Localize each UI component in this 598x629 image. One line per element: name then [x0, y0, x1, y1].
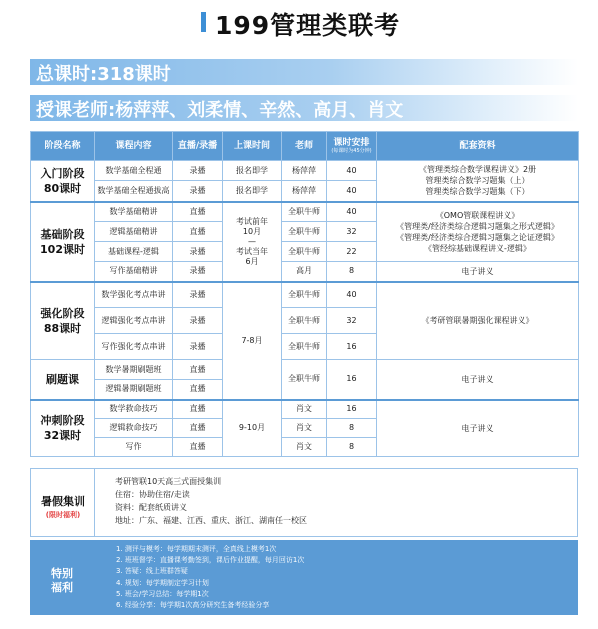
course-content: 数学强化考点串讲 [95, 282, 173, 308]
material-line: 《管理类/经济类综合逻辑习题集之论证逻辑》 [396, 232, 559, 242]
materials-strong: 《考研管联暑期强化课程讲义》 [377, 282, 579, 360]
course-hours: 8 [327, 262, 377, 282]
course-content: 逻辑基础精讲 [95, 222, 173, 242]
teachers-text: 授课老师:杨萍萍、刘柔情、辛然、高月、肖文 [36, 100, 404, 121]
header-hours-label: 课时安排 [333, 138, 370, 148]
materials-intro [377, 161, 579, 202]
course-teacher: 高月 [282, 262, 327, 282]
course-content: 数学基础全程通拔高 [95, 181, 173, 202]
time-line: 考试前年 [236, 216, 268, 226]
course-mode: 录播 [173, 262, 223, 282]
course-teacher: 肖文 [282, 400, 327, 419]
stage-intro [31, 161, 95, 202]
course-content: 写作基础精讲 [95, 262, 173, 282]
welfare-item: 3. 答疑：线上班群答疑 [116, 567, 188, 576]
course-mode: 直播 [173, 222, 223, 242]
course-hours: 8 [327, 438, 377, 457]
header-stage: 阶段名称 [31, 132, 95, 161]
table-row [31, 161, 579, 181]
page-header [0, 4, 598, 40]
welfare-item: 2. 班班督学：直播课考勤签到，课后作业提醒，每月回访1次 [116, 556, 305, 565]
summer-camp-title: 暑假集训 [41, 495, 85, 508]
course-mode: 直播 [173, 419, 223, 438]
course-content: 逻辑暑期刷题班 [95, 380, 173, 400]
course-content: 数学救命技巧 [95, 400, 173, 419]
stage-name: 冲刺阶段 [40, 414, 85, 428]
special-welfare-list [116, 544, 304, 611]
course-teacher: 杨萍萍 [282, 181, 327, 202]
course-content: 写作强化考点串讲 [95, 334, 173, 360]
material-line: 《管经综基础课程讲义-逻辑》 [424, 243, 531, 253]
course-teacher: 全职牛师 [282, 360, 327, 400]
course-content: 数学基础精讲 [95, 202, 173, 222]
course-time-sprint: 9-10月 [223, 400, 282, 457]
summer-line: 资料：配套纸质讲义 [115, 503, 187, 512]
stage-sprint [31, 400, 95, 457]
welfare-item: 6. 经验分享：每学期1次高分研究生备考经验分享 [116, 601, 270, 610]
header-hours-note: (每课时为45分钟) [331, 148, 372, 154]
summer-camp-label [31, 469, 95, 536]
course-mode: 录播 [173, 334, 223, 360]
table-row [31, 360, 579, 380]
course-mode: 录播 [173, 282, 223, 308]
table-row [31, 282, 579, 308]
material-line: 《管理类综合数学课程讲义》2册 [418, 165, 537, 175]
welfare-item: 1. 测评与模考：每学期期末测评，全真线上模考1次 [116, 545, 277, 553]
course-teacher: 全职牛师 [282, 202, 327, 222]
summer-camp-box [30, 468, 578, 537]
course-time-basic [223, 202, 282, 282]
header-hours [327, 132, 377, 161]
welfare-label-line: 特别 [51, 567, 73, 580]
course-hours: 16 [327, 360, 377, 400]
materials-basic [377, 202, 579, 262]
stage-hours: 80课时 [43, 181, 82, 195]
material-line: 管理类综合数学习题集（上） [425, 176, 530, 186]
materials-drill: 电子讲义 [377, 360, 579, 400]
summer-camp-note: (限时福利) [45, 511, 81, 519]
course-teacher: 肖文 [282, 419, 327, 438]
summer-line: 地址：广东、福建、江西、重庆、浙江、湖南任一校区 [115, 516, 307, 525]
course-time-strong: 7-8月 [223, 282, 282, 400]
stage-name: 基础阶段 [40, 227, 85, 241]
course-teacher: 全职牛师 [282, 334, 327, 360]
course-time: 报名即学 [223, 181, 282, 202]
header-teacher: 老师 [282, 132, 327, 161]
course-content: 逻辑救命技巧 [95, 419, 173, 438]
course-mode: 直播 [173, 360, 223, 380]
course-teacher: 杨萍萍 [282, 161, 327, 181]
course-mode: 直播 [173, 438, 223, 457]
time-line: — [248, 236, 256, 246]
table-header-row [31, 132, 579, 161]
course-hours: 32 [327, 222, 377, 242]
materials-sprint: 电子讲义 [377, 400, 579, 457]
course-teacher: 全职牛师 [282, 282, 327, 308]
course-hours: 22 [327, 242, 377, 262]
total-hours-text: 总课时:318课时 [36, 64, 171, 85]
time-line: 10月 [242, 226, 262, 236]
course-hours: 40 [327, 181, 377, 202]
material-line: 《OMO管联课程讲义》 [435, 210, 520, 220]
bottom-section [30, 468, 578, 618]
course-time: 报名即学 [223, 161, 282, 181]
course-mode: 直播 [173, 400, 223, 419]
material-line: 管理类综合数学习题集（下） [425, 187, 530, 197]
stage-hours: 88课时 [43, 321, 82, 335]
course-content: 逻辑强化考点串讲 [95, 308, 173, 334]
course-mode: 直播 [173, 380, 223, 400]
course-mode: 录播 [173, 161, 223, 181]
title-accent-bar [201, 12, 206, 32]
table-row [31, 262, 579, 282]
course-content: 基础课程-逻辑 [95, 242, 173, 262]
stage-strong [31, 282, 95, 360]
course-teacher: 全职牛师 [282, 242, 327, 262]
time-line: 6月 [245, 256, 259, 266]
summer-camp-details [115, 475, 307, 527]
course-content: 数学暑期刷题班 [95, 360, 173, 380]
stage-basic [31, 202, 95, 282]
special-welfare-label [30, 540, 94, 615]
course-schedule-table [30, 131, 579, 457]
course-content: 写作 [95, 438, 173, 457]
header-time: 上课时间 [223, 132, 282, 161]
course-hours: 8 [327, 419, 377, 438]
material-line: 《管理类/经济类综合逻辑习题集之形式逻辑》 [396, 221, 559, 231]
stage-name: 强化阶段 [40, 306, 85, 320]
total-hours-banner [30, 59, 578, 85]
course-hours: 32 [327, 308, 377, 334]
course-mode: 录播 [173, 308, 223, 334]
course-mode: 直播 [173, 202, 223, 222]
course-mode: 录播 [173, 242, 223, 262]
course-mode: 录播 [173, 181, 223, 202]
materials-writing: 电子讲义 [377, 262, 579, 282]
summer-line: 住宿：协助住宿/走读 [115, 490, 190, 499]
welfare-item: 5. 班会/学习总结：每学期1次 [116, 589, 209, 598]
welfare-item: 4. 规划：每学期制定学习计划 [116, 578, 209, 587]
welfare-label-line: 福利 [51, 581, 73, 594]
course-hours: 16 [327, 334, 377, 360]
special-welfare-box [30, 540, 578, 615]
stage-name: 入门阶段 [40, 166, 85, 180]
course-hours: 40 [327, 282, 377, 308]
stage-hours: 102课时 [40, 242, 85, 256]
course-hours: 16 [327, 400, 377, 419]
course-hours: 40 [327, 161, 377, 181]
course-teacher: 肖文 [282, 438, 327, 457]
page-title: 199管理类联考 [215, 11, 401, 40]
header-content: 课程内容 [95, 132, 173, 161]
table-row [31, 400, 579, 419]
course-teacher: 全职牛师 [282, 308, 327, 334]
course-teacher: 全职牛师 [282, 222, 327, 242]
course-hours: 40 [327, 202, 377, 222]
stage-drill: 刷题课 [31, 360, 95, 400]
summer-line: 考研管联10天高三式面授集训 [115, 477, 222, 486]
teachers-banner [30, 95, 578, 121]
course-content: 数学基础全程通 [95, 161, 173, 181]
header-mode: 直播/录播 [173, 132, 223, 161]
stage-hours: 32课时 [43, 429, 82, 443]
time-line: 考试当年 [236, 246, 268, 256]
table-row [31, 202, 579, 222]
header-materials: 配套资料 [377, 132, 579, 161]
